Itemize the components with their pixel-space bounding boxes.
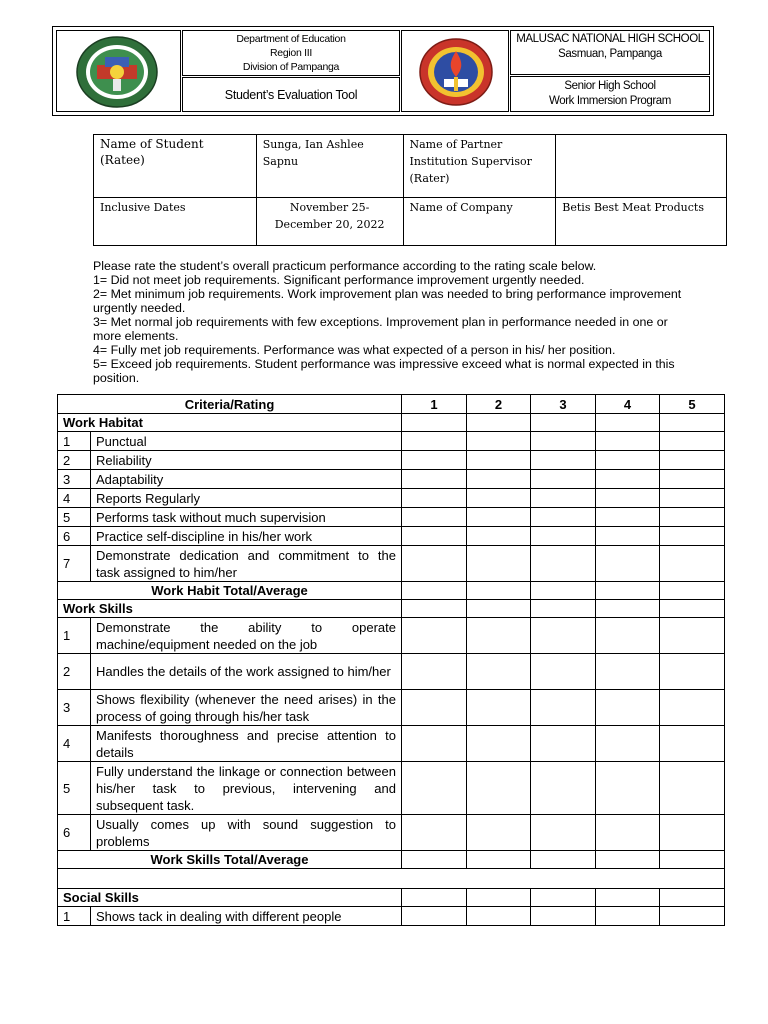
criteria-row (58, 470, 725, 489)
work-skills-section-rating-4-cell[interactable] (596, 600, 660, 618)
criteria-row (58, 690, 725, 726)
work-skills-item-2-rating-3-cell[interactable] (531, 654, 596, 690)
scale-2: 2= Met minimum job requirements. Work improvement plan was needed to bring performance improvement urgently needed. (93, 287, 682, 315)
rating-header-5: 5 (660, 395, 725, 414)
work-habitat-item-4-rating-5-cell[interactable] (660, 489, 725, 508)
deped-seal-icon (75, 35, 159, 109)
social-skills-item-1-rating-5-cell[interactable] (660, 907, 725, 926)
rating-header-1: 1 (402, 395, 467, 414)
work-skills-item-3-rating-1-cell[interactable] (402, 690, 467, 726)
student-info-table (93, 134, 727, 246)
criteria-number: 6 (58, 527, 91, 546)
work-habitat-item-2-rating-2-cell[interactable] (467, 451, 531, 470)
work-skills-item-5-rating-3-cell[interactable] (531, 762, 596, 815)
work-skills-section-rating-1-cell[interactable] (402, 600, 467, 618)
criteria-text: Adaptability (91, 470, 402, 489)
work-habitat-section-rating-1-cell[interactable] (402, 414, 467, 432)
social-skills-section-rating-1-cell[interactable] (402, 889, 467, 907)
work-habitat-total-rating-4-cell[interactable] (596, 582, 660, 600)
criteria-text: Fully understand the linkage or connection between his/her task to previous, intervening and subsequent task. (91, 762, 402, 815)
work-habitat-item-2-rating-4-cell[interactable] (596, 451, 660, 470)
social-skills-item-1-rating-2-cell[interactable] (467, 907, 531, 926)
program-level: Senior High School (564, 80, 656, 92)
social-skills-item-1-rating-3-cell[interactable] (531, 907, 596, 926)
work-habitat-item-6-rating-3-cell[interactable] (531, 527, 596, 546)
company-label: Name of Company (403, 198, 556, 246)
criteria-number: 4 (58, 489, 91, 508)
work-skills-item-4-rating-3-cell[interactable] (531, 726, 596, 762)
rating-header-row (58, 395, 725, 414)
work-skills-total-rating-1-cell[interactable] (402, 851, 467, 869)
work-skills-item-3-rating-2-cell[interactable] (467, 690, 531, 726)
dept-name: Department of Education (236, 33, 346, 45)
work-skills-item-6-rating-1-cell[interactable] (402, 815, 467, 851)
dates-label: Inclusive Dates (94, 198, 257, 246)
work-habitat-total-label: Work Habit Total/Average (58, 582, 402, 600)
work-habitat-section-title: Work Habitat (58, 414, 402, 432)
work-skills-item-5-rating-5-cell[interactable] (660, 762, 725, 815)
instructions-intro: Please rate the student’s overall practicum performance according to the rating scale below. (93, 259, 597, 273)
work-habitat-item-7-rating-5-cell[interactable] (660, 546, 725, 582)
rating-header-2: 2 (467, 395, 531, 414)
social-skills-spacer-row (58, 869, 725, 889)
supervisor-value[interactable] (556, 135, 727, 198)
work-habitat-total-rating-3-cell[interactable] (531, 582, 596, 600)
work-skills-section-rating-3-cell[interactable] (531, 600, 596, 618)
criteria-row (58, 546, 725, 582)
criteria-row (58, 451, 725, 470)
department-block (182, 30, 400, 76)
work-habitat-section-rating-2-cell[interactable] (467, 414, 531, 432)
criteria-number: 1 (58, 907, 91, 926)
work-skills-item-2-rating-2-cell[interactable] (467, 654, 531, 690)
social-skills-spacer (58, 869, 725, 889)
work-habitat-item-6-rating-1-cell[interactable] (402, 527, 467, 546)
work-skills-item-5-rating-2-cell[interactable] (467, 762, 531, 815)
criteria-text: Demonstrate the ability to operate machine/equipment needed on the job (91, 618, 402, 654)
work-habitat-item-3-rating-2-cell[interactable] (467, 470, 531, 489)
work-habitat-item-4-rating-3-cell[interactable] (531, 489, 596, 508)
criteria-text: Shows tack in dealing with different people (91, 907, 402, 926)
criteria-number: 5 (58, 508, 91, 527)
work-habitat-total-rating-5-cell[interactable] (660, 582, 725, 600)
work-habitat-item-6-rating-2-cell[interactable] (467, 527, 531, 546)
criteria-row (58, 762, 725, 815)
work-habitat-item-2-rating-5-cell[interactable] (660, 451, 725, 470)
student-label: Name of Student (Ratee) (94, 135, 257, 198)
work-habitat-item-4-rating-1-cell[interactable] (402, 489, 467, 508)
rating-table (57, 394, 725, 926)
work-skills-item-5-rating-1-cell[interactable] (402, 762, 467, 815)
criteria-row (58, 618, 725, 654)
criteria-number: 2 (58, 451, 91, 470)
social-skills-section-title: Social Skills (58, 889, 402, 907)
work-habitat-item-4-rating-2-cell[interactable] (467, 489, 531, 508)
criteria-row (58, 432, 725, 451)
work-skills-item-5-rating-4-cell[interactable] (596, 762, 660, 815)
work-skills-total-rating-4-cell[interactable] (596, 851, 660, 869)
school-seal-icon (418, 37, 494, 107)
criteria-text: Demonstrate dedication and commitment to the task assigned to him/her (91, 546, 402, 582)
social-skills-section-rating-5-cell[interactable] (660, 889, 725, 907)
work-skills-section-rating-5-cell[interactable] (660, 600, 725, 618)
social-skills-section-rating-2-cell[interactable] (467, 889, 531, 907)
work-habitat-section-row (58, 414, 725, 432)
social-skills-section-rating-3-cell[interactable] (531, 889, 596, 907)
rating-header-3: 3 (531, 395, 596, 414)
work-habitat-item-3-rating-3-cell[interactable] (531, 470, 596, 489)
program-block (510, 76, 710, 112)
work-skills-item-4-rating-4-cell[interactable] (596, 726, 660, 762)
tool-title: Student’s Evaluation Tool (224, 87, 358, 102)
work-skills-item-2-rating-4-cell[interactable] (596, 654, 660, 690)
work-habitat-item-1-rating-2-cell[interactable] (467, 432, 531, 451)
work-skills-item-6-rating-5-cell[interactable] (660, 815, 725, 851)
work-skills-section-title: Work Skills (58, 600, 402, 618)
criteria-text: Practice self-discipline in his/her work (91, 527, 402, 546)
work-skills-item-4-rating-1-cell[interactable] (402, 726, 467, 762)
work-skills-item-1-rating-2-cell[interactable] (467, 618, 531, 654)
work-skills-total-label: Work Skills Total/Average (58, 851, 402, 869)
work-skills-item-4-rating-2-cell[interactable] (467, 726, 531, 762)
student-value[interactable]: Sunga, Ian Ashlee Sapnu (256, 135, 403, 198)
social-skills-item-1-rating-1-cell[interactable] (402, 907, 467, 926)
criteria-text: Punctual (91, 432, 402, 451)
division-name: Division of Pampanga (242, 61, 340, 73)
criteria-text: Reliability (91, 451, 402, 470)
tool-title-block (182, 77, 400, 112)
work-habitat-item-2-rating-1-cell[interactable] (402, 451, 467, 470)
work-skills-item-3-rating-4-cell[interactable] (596, 690, 660, 726)
rating-instructions (93, 259, 693, 385)
social-skills-item-1-rating-4-cell[interactable] (596, 907, 660, 926)
criteria-number: 4 (58, 726, 91, 762)
work-habitat-item-7-rating-4-cell[interactable] (596, 546, 660, 582)
scale-1: 1= Did not meet job requirements. Significant performance improvement urgently needed. (93, 273, 585, 287)
work-habitat-item-1-rating-5-cell[interactable] (660, 432, 725, 451)
work-habitat-item-1-rating-1-cell[interactable] (402, 432, 467, 451)
criteria-row (58, 907, 725, 926)
criteria-row (58, 489, 725, 508)
social-skills-section-row (58, 889, 725, 907)
work-skills-item-6-rating-4-cell[interactable] (596, 815, 660, 851)
work-habitat-item-6-rating-5-cell[interactable] (660, 527, 725, 546)
work-skills-item-2-rating-1-cell[interactable] (402, 654, 467, 690)
work-skills-total-rating-3-cell[interactable] (531, 851, 596, 869)
criteria-number: 2 (58, 654, 91, 690)
work-habitat-item-5-rating-5-cell[interactable] (660, 508, 725, 527)
work-habitat-item-3-rating-1-cell[interactable] (402, 470, 467, 489)
criteria-row (58, 815, 725, 851)
work-habitat-item-1-rating-4-cell[interactable] (596, 432, 660, 451)
criteria-text: Performs task without much supervision (91, 508, 402, 527)
work-habitat-item-4-rating-4-cell[interactable] (596, 489, 660, 508)
criteria-number: 6 (58, 815, 91, 851)
work-habitat-item-7-rating-3-cell[interactable] (531, 546, 596, 582)
work-skills-item-4-rating-5-cell[interactable] (660, 726, 725, 762)
work-habitat-section-rating-4-cell[interactable] (596, 414, 660, 432)
work-habitat-item-3-rating-5-cell[interactable] (660, 470, 725, 489)
work-skills-total-row (58, 851, 725, 869)
criteria-number: 1 (58, 432, 91, 451)
work-skills-item-6-rating-3-cell[interactable] (531, 815, 596, 851)
work-skills-total-rating-5-cell[interactable] (660, 851, 725, 869)
work-skills-item-6-rating-2-cell[interactable] (467, 815, 531, 851)
work-skills-item-1-rating-4-cell[interactable] (596, 618, 660, 654)
school-block (510, 30, 710, 75)
work-skills-section-row (58, 600, 725, 618)
criteria-text: Usually comes up with sound suggestion to problems (91, 815, 402, 851)
deped-seal-cell (56, 30, 181, 112)
school-location: Sasmuan, Pampanga (558, 48, 662, 60)
work-habitat-item-3-rating-4-cell[interactable] (596, 470, 660, 489)
work-habitat-item-5-rating-1-cell[interactable] (402, 508, 467, 527)
criteria-row (58, 654, 725, 690)
work-skills-item-1-rating-5-cell[interactable] (660, 618, 725, 654)
program-name: Work Immersion Program (549, 95, 671, 107)
work-habitat-item-2-rating-3-cell[interactable] (531, 451, 596, 470)
criteria-text: Manifests thoroughness and precise attention to details (91, 726, 402, 762)
work-skills-total-rating-2-cell[interactable] (467, 851, 531, 869)
work-skills-item-3-rating-3-cell[interactable] (531, 690, 596, 726)
work-habitat-item-7-rating-1-cell[interactable] (402, 546, 467, 582)
scale-3: 3= Met normal job requirements with few exceptions. Improvement plan in performance needed in one or more elements. (93, 315, 668, 343)
work-habitat-item-5-rating-4-cell[interactable] (596, 508, 660, 527)
school-seal-cell (401, 30, 509, 112)
criteria-row (58, 726, 725, 762)
region-name: Region III (270, 47, 312, 59)
work-habitat-item-1-rating-3-cell[interactable] (531, 432, 596, 451)
work-habitat-total-row (58, 582, 725, 600)
work-skills-item-1-rating-3-cell[interactable] (531, 618, 596, 654)
work-habitat-item-6-rating-4-cell[interactable] (596, 527, 660, 546)
criteria-number: 5 (58, 762, 91, 815)
work-habitat-section-rating-3-cell[interactable] (531, 414, 596, 432)
rating-header-4: 4 (596, 395, 660, 414)
work-skills-section-rating-2-cell[interactable] (467, 600, 531, 618)
criteria-row (58, 508, 725, 527)
work-habitat-item-5-rating-3-cell[interactable] (531, 508, 596, 527)
criteria-text: Shows flexibility (whenever the need arises) in the process of going through his/her task (91, 690, 402, 726)
criteria-text: Handles the details of the work assigned to him/her (91, 654, 402, 690)
criteria-number: 1 (58, 618, 91, 654)
work-habitat-item-7-rating-2-cell[interactable] (467, 546, 531, 582)
scale-5: 5= Exceed job requirements. Student performance was impressive exceed what is normal expected in this position. (93, 357, 675, 385)
criteria-text: Reports Regularly (91, 489, 402, 508)
work-skills-item-3-rating-5-cell[interactable] (660, 690, 725, 726)
school-name: MALUSAC NATIONAL HIGH SCHOOL (516, 33, 704, 45)
social-skills-section-rating-4-cell[interactable] (596, 889, 660, 907)
work-habitat-total-rating-1-cell[interactable] (402, 582, 467, 600)
criteria-row (58, 527, 725, 546)
criteria-number: 3 (58, 470, 91, 489)
dates-value[interactable]: November 25- December 20, 2022 (256, 198, 403, 246)
criteria-header: Criteria/Rating (58, 395, 402, 414)
work-habitat-section-rating-5-cell[interactable] (660, 414, 725, 432)
work-habitat-total-rating-2-cell[interactable] (467, 582, 531, 600)
criteria-number: 7 (58, 546, 91, 582)
criteria-number: 3 (58, 690, 91, 726)
work-habitat-item-5-rating-2-cell[interactable] (467, 508, 531, 527)
supervisor-label: Name of Partner Institution Supervisor (Rater) (403, 135, 556, 198)
company-value[interactable]: Betis Best Meat Products (556, 198, 727, 246)
work-skills-item-2-rating-5-cell[interactable] (660, 654, 725, 690)
scale-4: 4= Fully met job requirements. Performance was what expected of a person in his/ her position. (93, 343, 616, 357)
work-skills-item-1-rating-1-cell[interactable] (402, 618, 467, 654)
